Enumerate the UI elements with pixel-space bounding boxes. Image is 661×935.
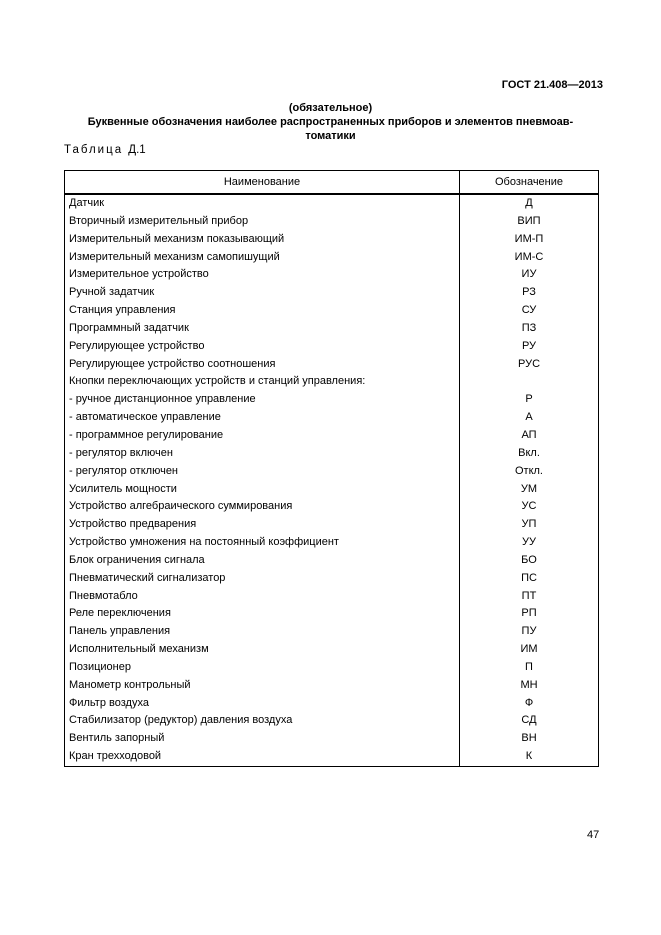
table-caption-label: Таблица <box>64 144 124 156</box>
page-number: 47 <box>587 829 600 841</box>
row-code-cell: РУ <box>460 338 599 356</box>
table-row <box>65 373 599 391</box>
row-name-cell: Панель управления <box>65 623 460 641</box>
appendix-heading <box>60 101 601 143</box>
row-name-cell: Датчик <box>65 194 460 213</box>
row-name-cell: Пневмотабло <box>65 588 460 606</box>
row-code-cell: ИМ <box>460 641 599 659</box>
row-name-cell: - регулятор отключен <box>65 463 460 481</box>
row-code-cell: П <box>460 659 599 677</box>
row-code-cell: Ф <box>460 695 599 713</box>
row-code-cell: МН <box>460 677 599 695</box>
row-code-cell: ПС <box>460 570 599 588</box>
row-name-cell: - регулятор включен <box>65 445 460 463</box>
row-name-cell: - автоматическое управление <box>65 409 460 427</box>
table-row <box>65 623 599 641</box>
row-name-cell: Исполнительный механизм <box>65 641 460 659</box>
row-code-cell: УМ <box>460 481 599 499</box>
table-row <box>65 231 599 249</box>
row-code-cell: РП <box>460 605 599 623</box>
table-row <box>65 194 599 213</box>
column-header-name: Наименование <box>65 171 460 195</box>
table-row <box>65 213 599 231</box>
table-row <box>65 338 599 356</box>
table-row <box>65 605 599 623</box>
row-name-cell: Устройство предварения <box>65 516 460 534</box>
row-code-cell: СУ <box>460 302 599 320</box>
row-name-cell: Пневматический сигнализатор <box>65 570 460 588</box>
row-code-cell: РУС <box>460 356 599 374</box>
appendix-title: Буквенные обозначения наиболее распространенных приборов и элементов пневмоав- томатики <box>87 116 574 142</box>
row-code-cell: ИУ <box>460 266 599 284</box>
table-row <box>65 534 599 552</box>
designations-table <box>64 170 599 767</box>
row-name-cell: Регулирующее устройство <box>65 338 460 356</box>
table-row <box>65 284 599 302</box>
table-row <box>65 641 599 659</box>
table-row <box>65 552 599 570</box>
row-name-cell: Реле переключения <box>65 605 460 623</box>
table-row <box>65 748 599 766</box>
row-name-cell: Вторичный измерительный прибор <box>65 213 460 231</box>
table-row <box>65 249 599 267</box>
row-name-cell: Устройство умножения на постоянный коэффициент <box>65 534 460 552</box>
row-code-cell: АП <box>460 427 599 445</box>
table-row <box>65 712 599 730</box>
table-row <box>65 570 599 588</box>
table-caption-number: Д.1 <box>128 144 146 156</box>
row-name-cell: Вентиль запорный <box>65 730 460 748</box>
row-code-cell: ИМ-С <box>460 249 599 267</box>
row-name-cell: Измерительное устройство <box>65 266 460 284</box>
table-row <box>65 516 599 534</box>
table-row <box>65 302 599 320</box>
row-code-cell: ПУ <box>460 623 599 641</box>
row-code-cell: ВИП <box>460 213 599 231</box>
row-code-cell: ПТ <box>460 588 599 606</box>
table-row <box>65 695 599 713</box>
row-name-cell: Регулирующее устройство соотношения <box>65 356 460 374</box>
table-row <box>65 588 599 606</box>
row-name-cell: - программное регулирование <box>65 427 460 445</box>
table-header-row <box>65 171 599 195</box>
table-row <box>65 463 599 481</box>
row-name-cell: Позиционер <box>65 659 460 677</box>
row-name-cell: Кнопки переключающих устройств и станций управления: <box>65 373 460 391</box>
column-header-code: Обозначение <box>460 171 599 195</box>
table-body <box>65 194 599 767</box>
row-code-cell: УС <box>460 498 599 516</box>
row-name-cell: Станция управления <box>65 302 460 320</box>
row-name-cell: Устройство алгебраического суммирования <box>65 498 460 516</box>
row-code-cell <box>460 373 599 391</box>
table-row <box>65 266 599 284</box>
table-caption <box>64 144 146 156</box>
table-row <box>65 391 599 409</box>
row-code-cell: СД <box>460 712 599 730</box>
table-row <box>65 409 599 427</box>
table-row <box>65 445 599 463</box>
table-row <box>65 481 599 499</box>
table-row <box>65 356 599 374</box>
row-code-cell: БО <box>460 552 599 570</box>
row-name-cell: Кран трехходовой <box>65 748 460 766</box>
row-name-cell: - ручное дистанционное управление <box>65 391 460 409</box>
row-code-cell: УП <box>460 516 599 534</box>
row-code-cell: РЗ <box>460 284 599 302</box>
row-name-cell: Блок ограничения сигнала <box>65 552 460 570</box>
row-name-cell: Программный задатчик <box>65 320 460 338</box>
row-code-cell: Откл. <box>460 463 599 481</box>
table-row <box>65 659 599 677</box>
row-name-cell: Измерительный механизм самопишущий <box>65 249 460 267</box>
table-row <box>65 427 599 445</box>
row-code-cell: УУ <box>460 534 599 552</box>
row-code-cell: Д <box>460 194 599 213</box>
table-row <box>65 320 599 338</box>
row-name-cell: Манометр контрольный <box>65 677 460 695</box>
appendix-status: (обязательное) <box>288 102 373 114</box>
row-code-cell: Р <box>460 391 599 409</box>
row-name-cell: Усилитель мощности <box>65 481 460 499</box>
standard-designation: ГОСТ 21.408—2013 <box>501 79 603 91</box>
row-code-cell: ВН <box>460 730 599 748</box>
row-code-cell: ИМ-П <box>460 231 599 249</box>
row-name-cell: Фильтр воздуха <box>65 695 460 713</box>
table-row <box>65 730 599 748</box>
table-row <box>65 677 599 695</box>
row-code-cell: ПЗ <box>460 320 599 338</box>
row-name-cell: Ручной задатчик <box>65 284 460 302</box>
table-row <box>65 498 599 516</box>
row-code-cell: А <box>460 409 599 427</box>
row-name-cell: Измерительный механизм показывающий <box>65 231 460 249</box>
row-name-cell: Стабилизатор (редуктор) давления воздуха <box>65 712 460 730</box>
row-code-cell: К <box>460 748 599 766</box>
row-code-cell: Вкл. <box>460 445 599 463</box>
